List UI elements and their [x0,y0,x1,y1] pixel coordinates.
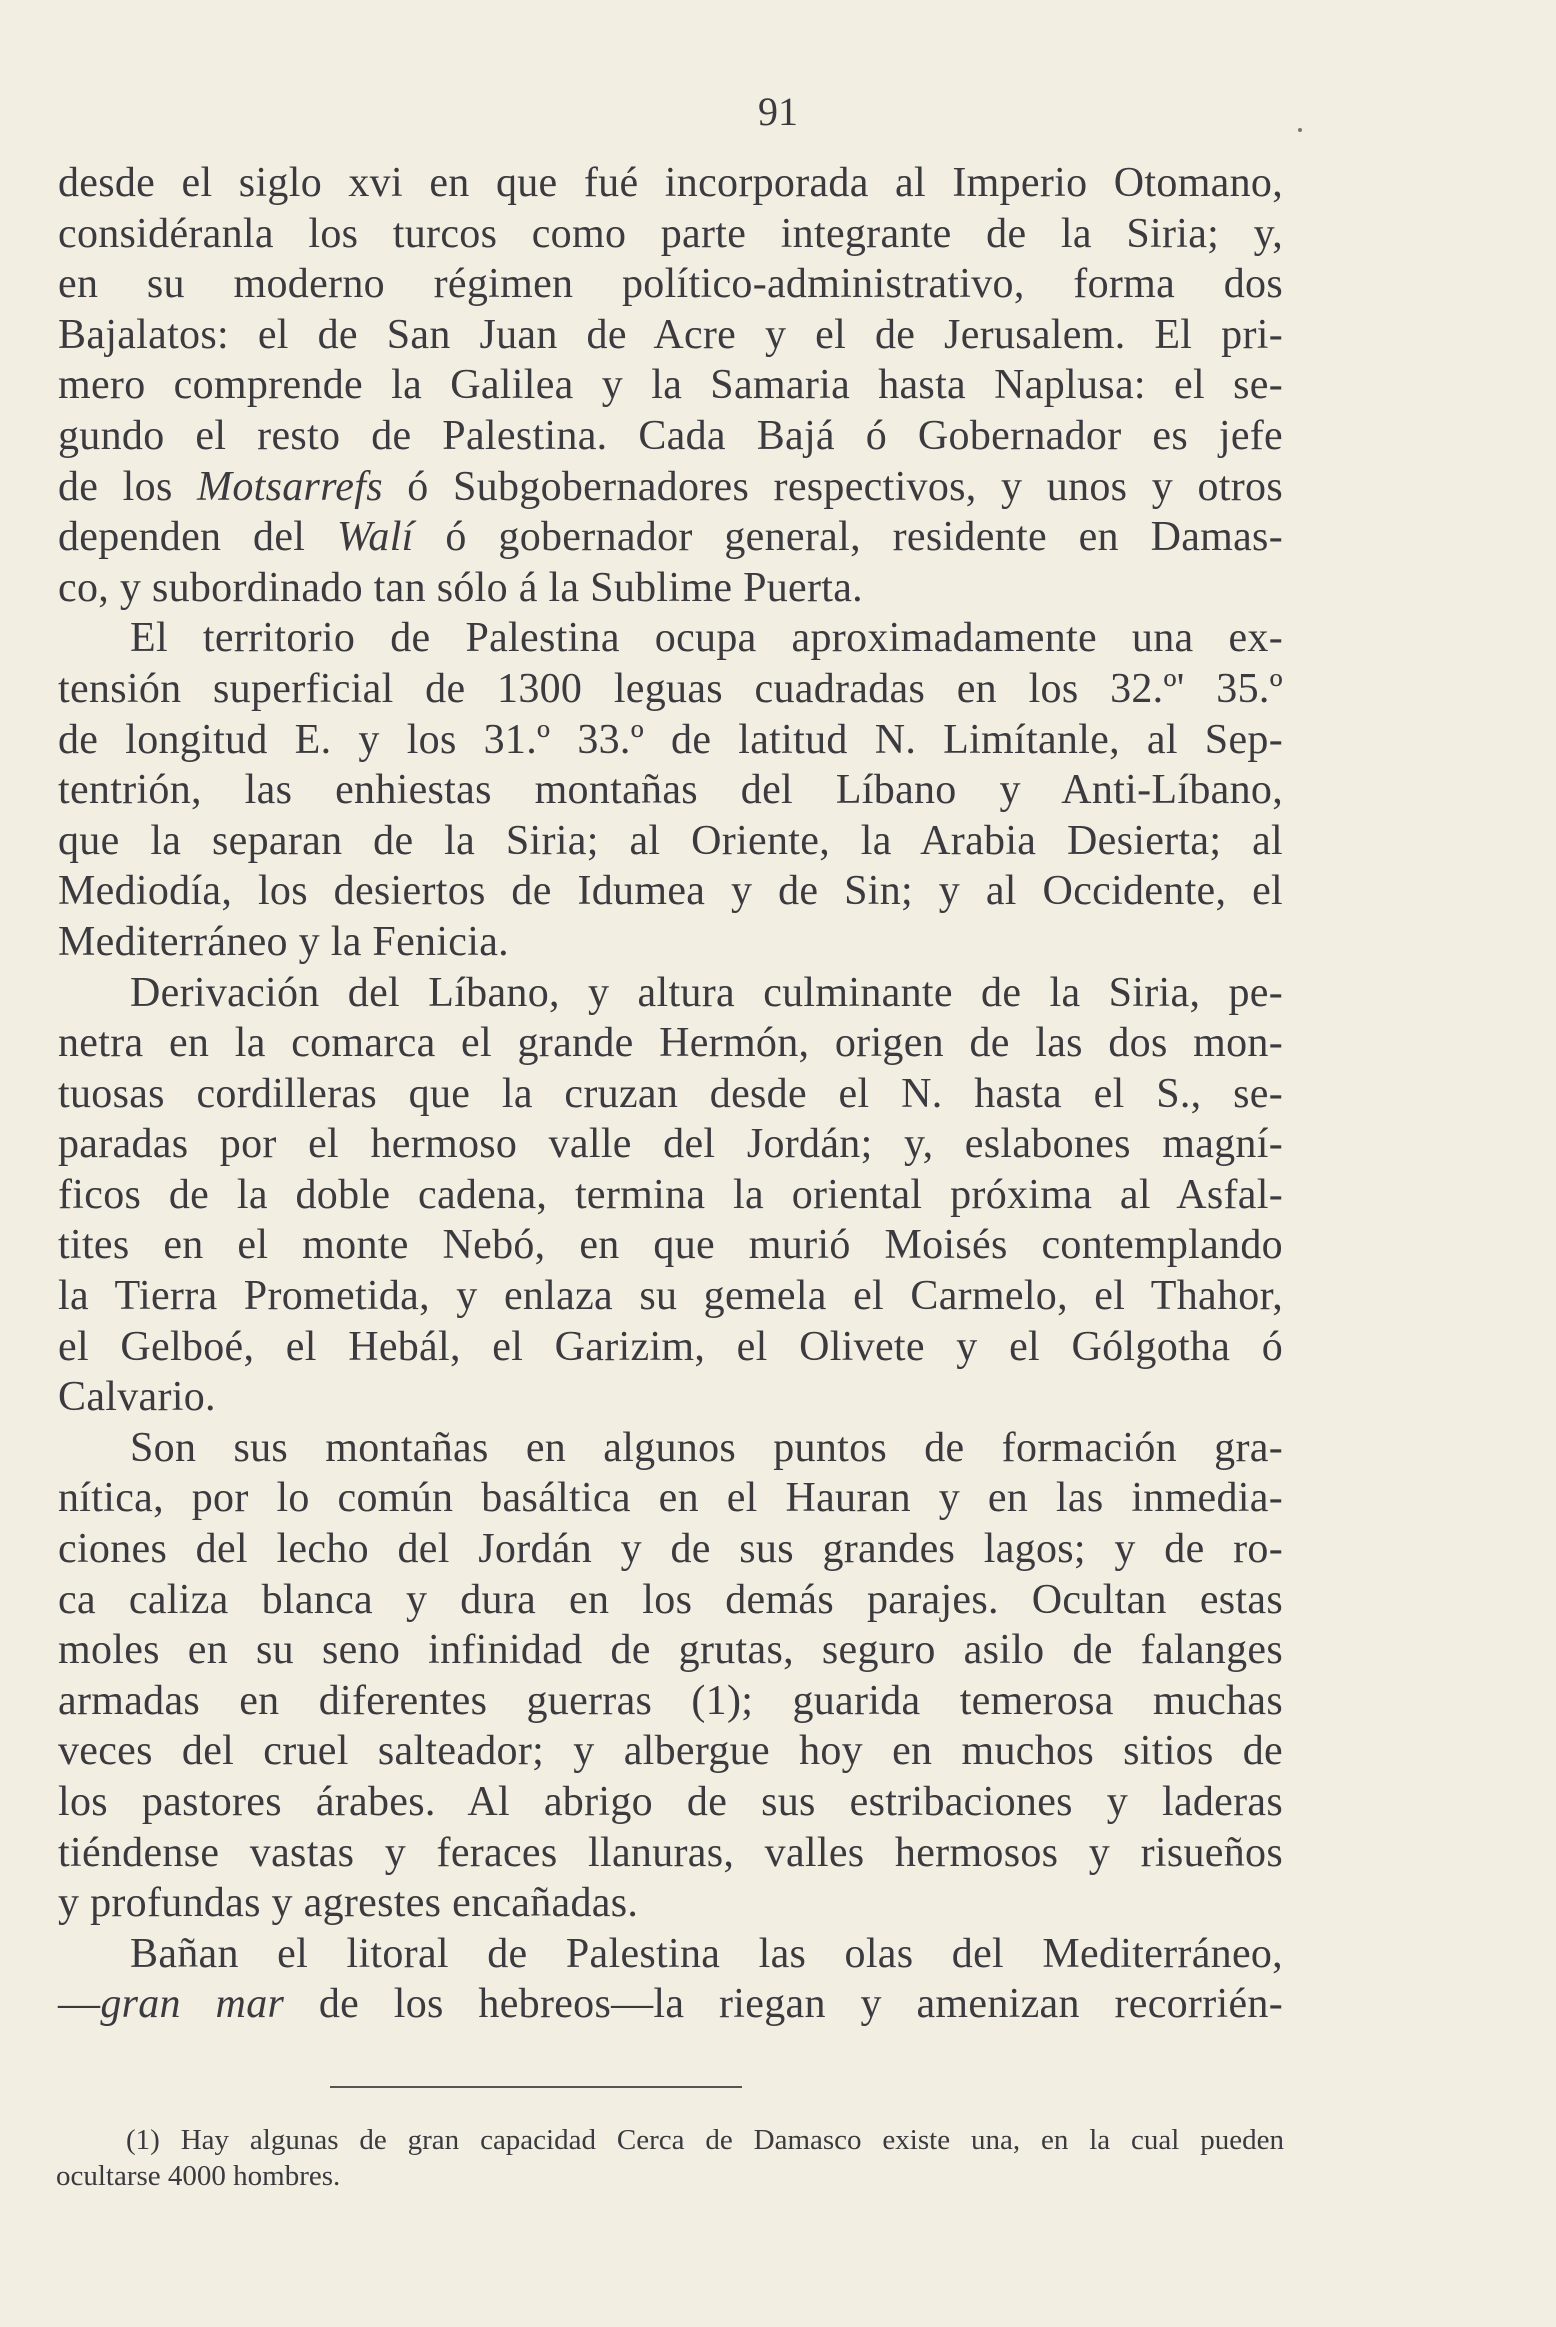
text-line: nítica, por lo común basáltica en el Hauran y en las inmedia- [58,1475,1283,1522]
text-line: tites en el monte Nebó, en que murió Moisés contemplando [58,1222,1283,1269]
page-number: 91 [758,89,798,134]
text-line: los pastores árabes. Al abrigo de sus estribaciones y laderas [58,1779,1283,1825]
text-line: Calvario. [58,1374,216,1421]
text-line: co, y subordinado tan sólo á la Sublime Puerta. [58,564,863,611]
text-line: gundo el resto de Palestina. Cada Bajá ó Gobernador es jefe [58,412,1283,459]
italic-term: Walí [336,514,414,561]
paragraph-start: El territorio de Palestina ocupa aproximadamente una ex- [130,615,1283,662]
paragraph-start: Bañan el litoral de Palestina las olas del Mediterráneo, [130,1930,1283,1977]
italic-term: gran mar [100,1981,285,2028]
text-line: en su moderno régimen político-administrativo, forma dos [58,261,1283,308]
line-text: dependen del [58,514,337,561]
text-line: tuosas cordilleras que la cruzan desde el N. hasta el S., se- [58,1070,1283,1117]
text-line [58,462,1283,513]
text-line: tensión superficial de 1300 leguas cuadradas en los 32.º' 35.º [58,665,1283,712]
italic-term: Motsarrefs [197,463,383,510]
text-line: paradas por el hermoso valle del Jordán; y, eslabones magní- [58,1121,1283,1168]
text-line: Mediterráneo y la Fenicia. [58,918,509,965]
line-text: — [58,1981,101,2028]
text-line: ciones del lecho del Jordán y de sus grandes lagos; y de ro- [58,1526,1283,1573]
footnote-line: (1) Hay algunas de gran capacidad Cerca de Damasco existe una, en la cual pueden [126,2124,1284,2156]
text-line [58,512,1283,563]
text-line: tentrión, las enhiestas montañas del Líbano y Anti-Líbano, [58,767,1283,814]
text-line: ca caliza blanca y dura en los demás parajes. Ocultan estas [58,1576,1283,1623]
print-speck [1298,128,1302,132]
body-text [58,158,1283,2030]
text-line: mero comprende la Galilea y la Samaria hasta Naplusa: el se- [58,362,1283,409]
footnote-divider [330,2086,742,2088]
footnote [56,2122,1284,2194]
footnote-line: ocultarse 4000 hombres. [56,2160,341,2192]
line-text: ó gobernador general, residente en Damas- [413,514,1283,561]
text-line: de longitud E. y los 31.º 33.º de latitud N. Limítanle, al Sep- [58,716,1283,763]
text-line: tiéndense vastas y feraces llanuras, valles hermosos y risueños [58,1829,1283,1876]
line-text: de los [58,463,198,510]
text-line: Mediodía, los desiertos de Idumea y de Sin; y al Occidente, el [58,868,1283,915]
paragraph-start: Son sus montañas en algunos puntos de formación gra- [130,1424,1283,1471]
text-line: Bajalatos: el de San Juan de Acre y el de Jerusalem. El pri- [58,311,1283,358]
text-line: ficos de la doble cadena, termina la oriental próxima al Asfal- [58,1171,1283,1218]
text-line [58,1979,1283,2030]
text-line: considéranla los turcos como parte integrante de la Siria; y, [58,210,1283,257]
text-line: moles en su seno infinidad de grutas, seguro asilo de falanges [58,1627,1283,1674]
line-text: ó Subgobernadores respectivos, y unos y otros [382,463,1283,510]
text-line: veces del cruel salteador; y albergue hoy en muchos sitios de [58,1728,1283,1775]
text-line: que la separan de la Siria; al Oriente, la Arabia Desierta; al [58,817,1283,864]
text-line: armadas en diferentes guerras (1); guarida temerosa muchas [58,1677,1283,1724]
text-line: la Tierra Prometida, y enlaza su gemela el Carmelo, el Thahor, [58,1273,1283,1320]
line-text: de los hebreos—la riegan y amenizan recorrién- [284,1981,1284,2028]
text-line: y profundas y agrestes encañadas. [58,1880,639,1927]
text-line: netra en la comarca el grande Hermón, origen de las dos mon- [58,1020,1283,1067]
text-line: desde el siglo xvi en que fué incorporada al Imperio Otomano, [58,160,1283,206]
paragraph-start: Derivación del Líbano, y altura culminante de la Siria, pe- [130,969,1283,1016]
text-line: el Gelboé, el Hebál, el Garizim, el Olivete y el Gólgotha ó [58,1323,1283,1370]
